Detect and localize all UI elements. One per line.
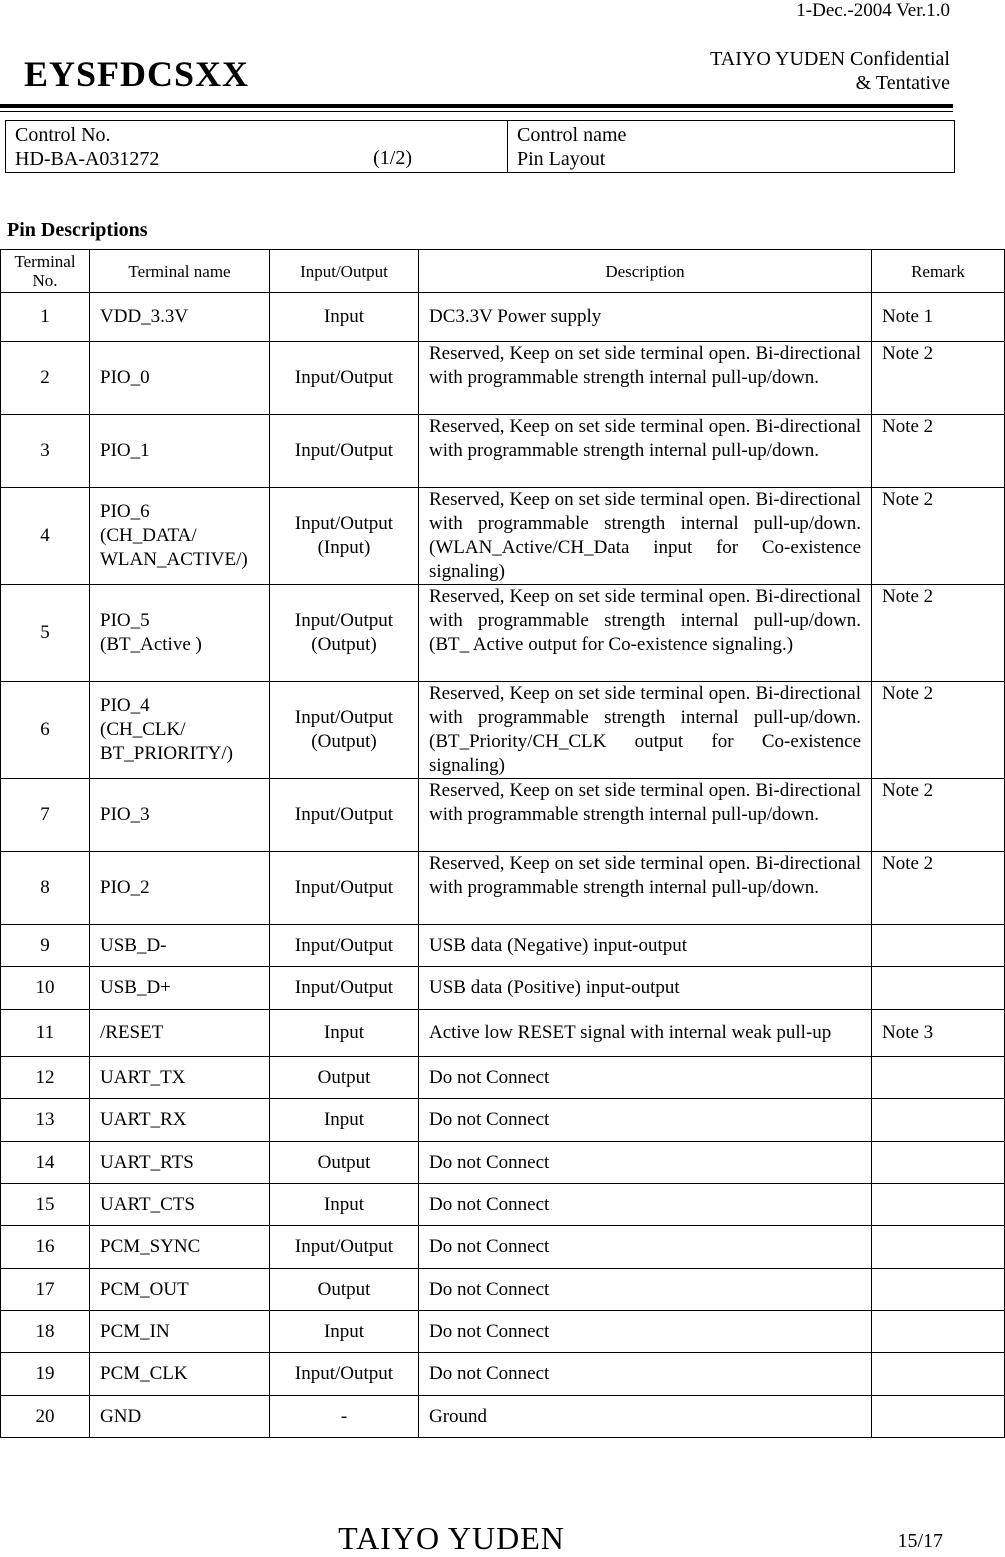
terminal-name: PCM_CLK: [90, 1353, 270, 1396]
date-version: 1-Dec.-2004 Ver.1.0: [796, 0, 950, 21]
input-output: -: [270, 1396, 419, 1438]
remark: [872, 1057, 1005, 1099]
terminal-number: 6: [1, 682, 90, 779]
remark: [872, 967, 1005, 1010]
input-output: Input/Output (Output): [270, 682, 419, 779]
description: Reserved, Keep on set side terminal open. Bi-directional with programmable strength internal pull-up/down. (WLAN_Active/CH_Data input for Co-existence signaling): [419, 488, 872, 585]
remark: [872, 1226, 1005, 1269]
terminal-name: PIO_3: [90, 779, 270, 852]
input-output: Input/Output: [270, 1226, 419, 1269]
terminal-number: 20: [1, 1396, 90, 1438]
terminal-name: PCM_OUT: [90, 1269, 270, 1311]
terminal-name: PIO_5 (BT_Active ): [90, 585, 270, 682]
description: Do not Connect: [419, 1269, 872, 1311]
input-output: Output: [270, 1269, 419, 1311]
description: Reserved, Keep on set side terminal open. Bi-directional with programmable strength internal pull-up/down. (BT_ Active output for Co-existence signaling.): [419, 585, 872, 682]
terminal-number: 11: [1, 1010, 90, 1057]
header-input-output: Input/Output: [270, 250, 419, 293]
description: Reserved, Keep on set side terminal open. Bi-directional with programmable strength internal pull-up/down.: [419, 342, 872, 415]
description: Reserved, Keep on set side terminal open. Bi-directional with programmable strength internal pull-up/down.: [419, 415, 872, 488]
description: Reserved, Keep on set side terminal open. Bi-directional with programmable strength internal pull-up/down.: [419, 779, 872, 852]
remark: [872, 1396, 1005, 1438]
terminal-number: 4: [1, 488, 90, 585]
input-output: Input: [270, 1311, 419, 1353]
table-row: [1, 488, 1005, 585]
table-row: [1, 342, 1005, 415]
input-output: Input/Output (Output): [270, 585, 419, 682]
description: Do not Connect: [419, 1226, 872, 1269]
table-row: [1, 293, 1005, 342]
table-row: [1, 415, 1005, 488]
table-row: [1, 1184, 1005, 1226]
header-remark: Remark: [872, 250, 1005, 293]
remark: [872, 1269, 1005, 1311]
table-row: [1, 1142, 1005, 1184]
table-row: [1, 1311, 1005, 1353]
remark: [872, 1311, 1005, 1353]
terminal-number: 1: [1, 293, 90, 342]
input-output: Input/Output: [270, 925, 419, 967]
terminal-name: VDD_3.3V: [90, 293, 270, 342]
terminal-number: 14: [1, 1142, 90, 1184]
header-rule-thick: [0, 104, 953, 108]
terminal-number: 12: [1, 1057, 90, 1099]
terminal-number: 3: [1, 415, 90, 488]
terminal-name: PIO_2: [90, 852, 270, 925]
description: Do not Connect: [419, 1311, 872, 1353]
description: Reserved, Keep on set side terminal open. Bi-directional with programmable strength internal pull-up/down. (BT_Priority/CH_CLK output for Co-existence signaling): [419, 682, 872, 779]
remark: Note 2: [872, 852, 1005, 925]
remark: Note 2: [872, 779, 1005, 852]
terminal-name: UART_TX: [90, 1057, 270, 1099]
description: Do not Connect: [419, 1099, 872, 1142]
confidential-line-2: & Tentative: [855, 72, 950, 94]
control-box: [5, 120, 955, 173]
control-name-label: Control name: [517, 124, 627, 146]
input-output: Input/Output: [270, 415, 419, 488]
table-row: [1, 1226, 1005, 1269]
header-terminal-no: Terminal No.: [1, 250, 90, 293]
terminal-number: 5: [1, 585, 90, 682]
terminal-number: 7: [1, 779, 90, 852]
terminal-name: PIO_1: [90, 415, 270, 488]
description: Reserved, Keep on set side terminal open. Bi-directional with programmable strength internal pull-up/down.: [419, 852, 872, 925]
terminal-number: 19: [1, 1353, 90, 1396]
input-output: Input: [270, 1010, 419, 1057]
terminal-number: 9: [1, 925, 90, 967]
input-output: Output: [270, 1057, 419, 1099]
table-row: [1, 682, 1005, 779]
remark: Note 2: [872, 488, 1005, 585]
input-output: Input/Output: [270, 852, 419, 925]
terminal-number: 18: [1, 1311, 90, 1353]
terminal-name: PIO_4 (CH_CLK/ BT_PRIORITY/): [90, 682, 270, 779]
terminal-name: /RESET: [90, 1010, 270, 1057]
footer-brand: TAIYO YUDEN: [338, 1520, 565, 1556]
description: Do not Connect: [419, 1353, 872, 1396]
terminal-name: PIO_0: [90, 342, 270, 415]
description: Do not Connect: [419, 1184, 872, 1226]
input-output: Input: [270, 293, 419, 342]
remark: Note 2: [872, 682, 1005, 779]
terminal-name: UART_RTS: [90, 1142, 270, 1184]
header-rule-thin: [0, 111, 953, 112]
terminal-number: 13: [1, 1099, 90, 1142]
remark: Note 2: [872, 415, 1005, 488]
table-row: [1, 1396, 1005, 1438]
remark: [872, 1142, 1005, 1184]
table-row: [1, 1099, 1005, 1142]
table-row: [1, 1057, 1005, 1099]
description: Active low RESET signal with internal weak pull-up: [419, 1010, 872, 1057]
table-row: [1, 779, 1005, 852]
input-output: Input/Output: [270, 779, 419, 852]
remark: [872, 1353, 1005, 1396]
input-output: Input: [270, 1184, 419, 1226]
footer-page-number: 15/17: [897, 1530, 943, 1552]
terminal-name: UART_CTS: [90, 1184, 270, 1226]
header-terminal-name: Terminal name: [90, 250, 270, 293]
terminal-number: 8: [1, 852, 90, 925]
table-header-row: [1, 250, 1005, 293]
control-no-label: Control No.: [15, 124, 111, 146]
remark: [872, 1184, 1005, 1226]
control-no-cell: [6, 121, 508, 172]
input-output: Input/Output: [270, 1353, 419, 1396]
confidential-line-1: TAIYO YUDEN Confidential: [710, 48, 950, 70]
input-output: Input/Output (Input): [270, 488, 419, 585]
terminal-name: PCM_IN: [90, 1311, 270, 1353]
terminal-number: 17: [1, 1269, 90, 1311]
terminal-number: 2: [1, 342, 90, 415]
input-output: Output: [270, 1142, 419, 1184]
input-output: Input: [270, 1099, 419, 1142]
table-row: [1, 967, 1005, 1010]
control-name-cell: [508, 121, 954, 172]
description: Do not Connect: [419, 1142, 872, 1184]
control-page-fraction: (1/2): [373, 147, 412, 169]
remark: Note 2: [872, 585, 1005, 682]
section-title: Pin Descriptions: [7, 219, 148, 241]
description: USB data (Positive) input-output: [419, 967, 872, 1010]
table-row: [1, 852, 1005, 925]
table-row: [1, 1353, 1005, 1396]
remark: Note 2: [872, 342, 1005, 415]
model-title: EYSFDCSXX: [24, 54, 250, 94]
description: Do not Connect: [419, 1057, 872, 1099]
header-description: Description: [419, 250, 872, 293]
control-name-value: Pin Layout: [517, 148, 606, 170]
remark: [872, 925, 1005, 967]
input-output: Input/Output: [270, 342, 419, 415]
terminal-name: USB_D-: [90, 925, 270, 967]
remark: Note 3: [872, 1010, 1005, 1057]
terminal-number: 10: [1, 967, 90, 1010]
table-row: [1, 925, 1005, 967]
description: DC3.3V Power supply: [419, 293, 872, 342]
remark: Note 1: [872, 293, 1005, 342]
terminal-name: PIO_6 (CH_DATA/ WLAN_ACTIVE/): [90, 488, 270, 585]
terminal-number: 16: [1, 1226, 90, 1269]
terminal-name: USB_D+: [90, 967, 270, 1010]
terminal-name: PCM_SYNC: [90, 1226, 270, 1269]
terminal-name: GND: [90, 1396, 270, 1438]
input-output: Input/Output: [270, 967, 419, 1010]
description: USB data (Negative) input-output: [419, 925, 872, 967]
table-row: [1, 1010, 1005, 1057]
terminal-number: 15: [1, 1184, 90, 1226]
control-no-value: HD-BA-A031272: [15, 148, 160, 170]
table-row: [1, 1269, 1005, 1311]
pin-table: [0, 249, 1005, 1438]
confidential-notice: [710, 47, 950, 95]
table-row: [1, 585, 1005, 682]
remark: [872, 1099, 1005, 1142]
description: Ground: [419, 1396, 872, 1438]
terminal-name: UART_RX: [90, 1099, 270, 1142]
